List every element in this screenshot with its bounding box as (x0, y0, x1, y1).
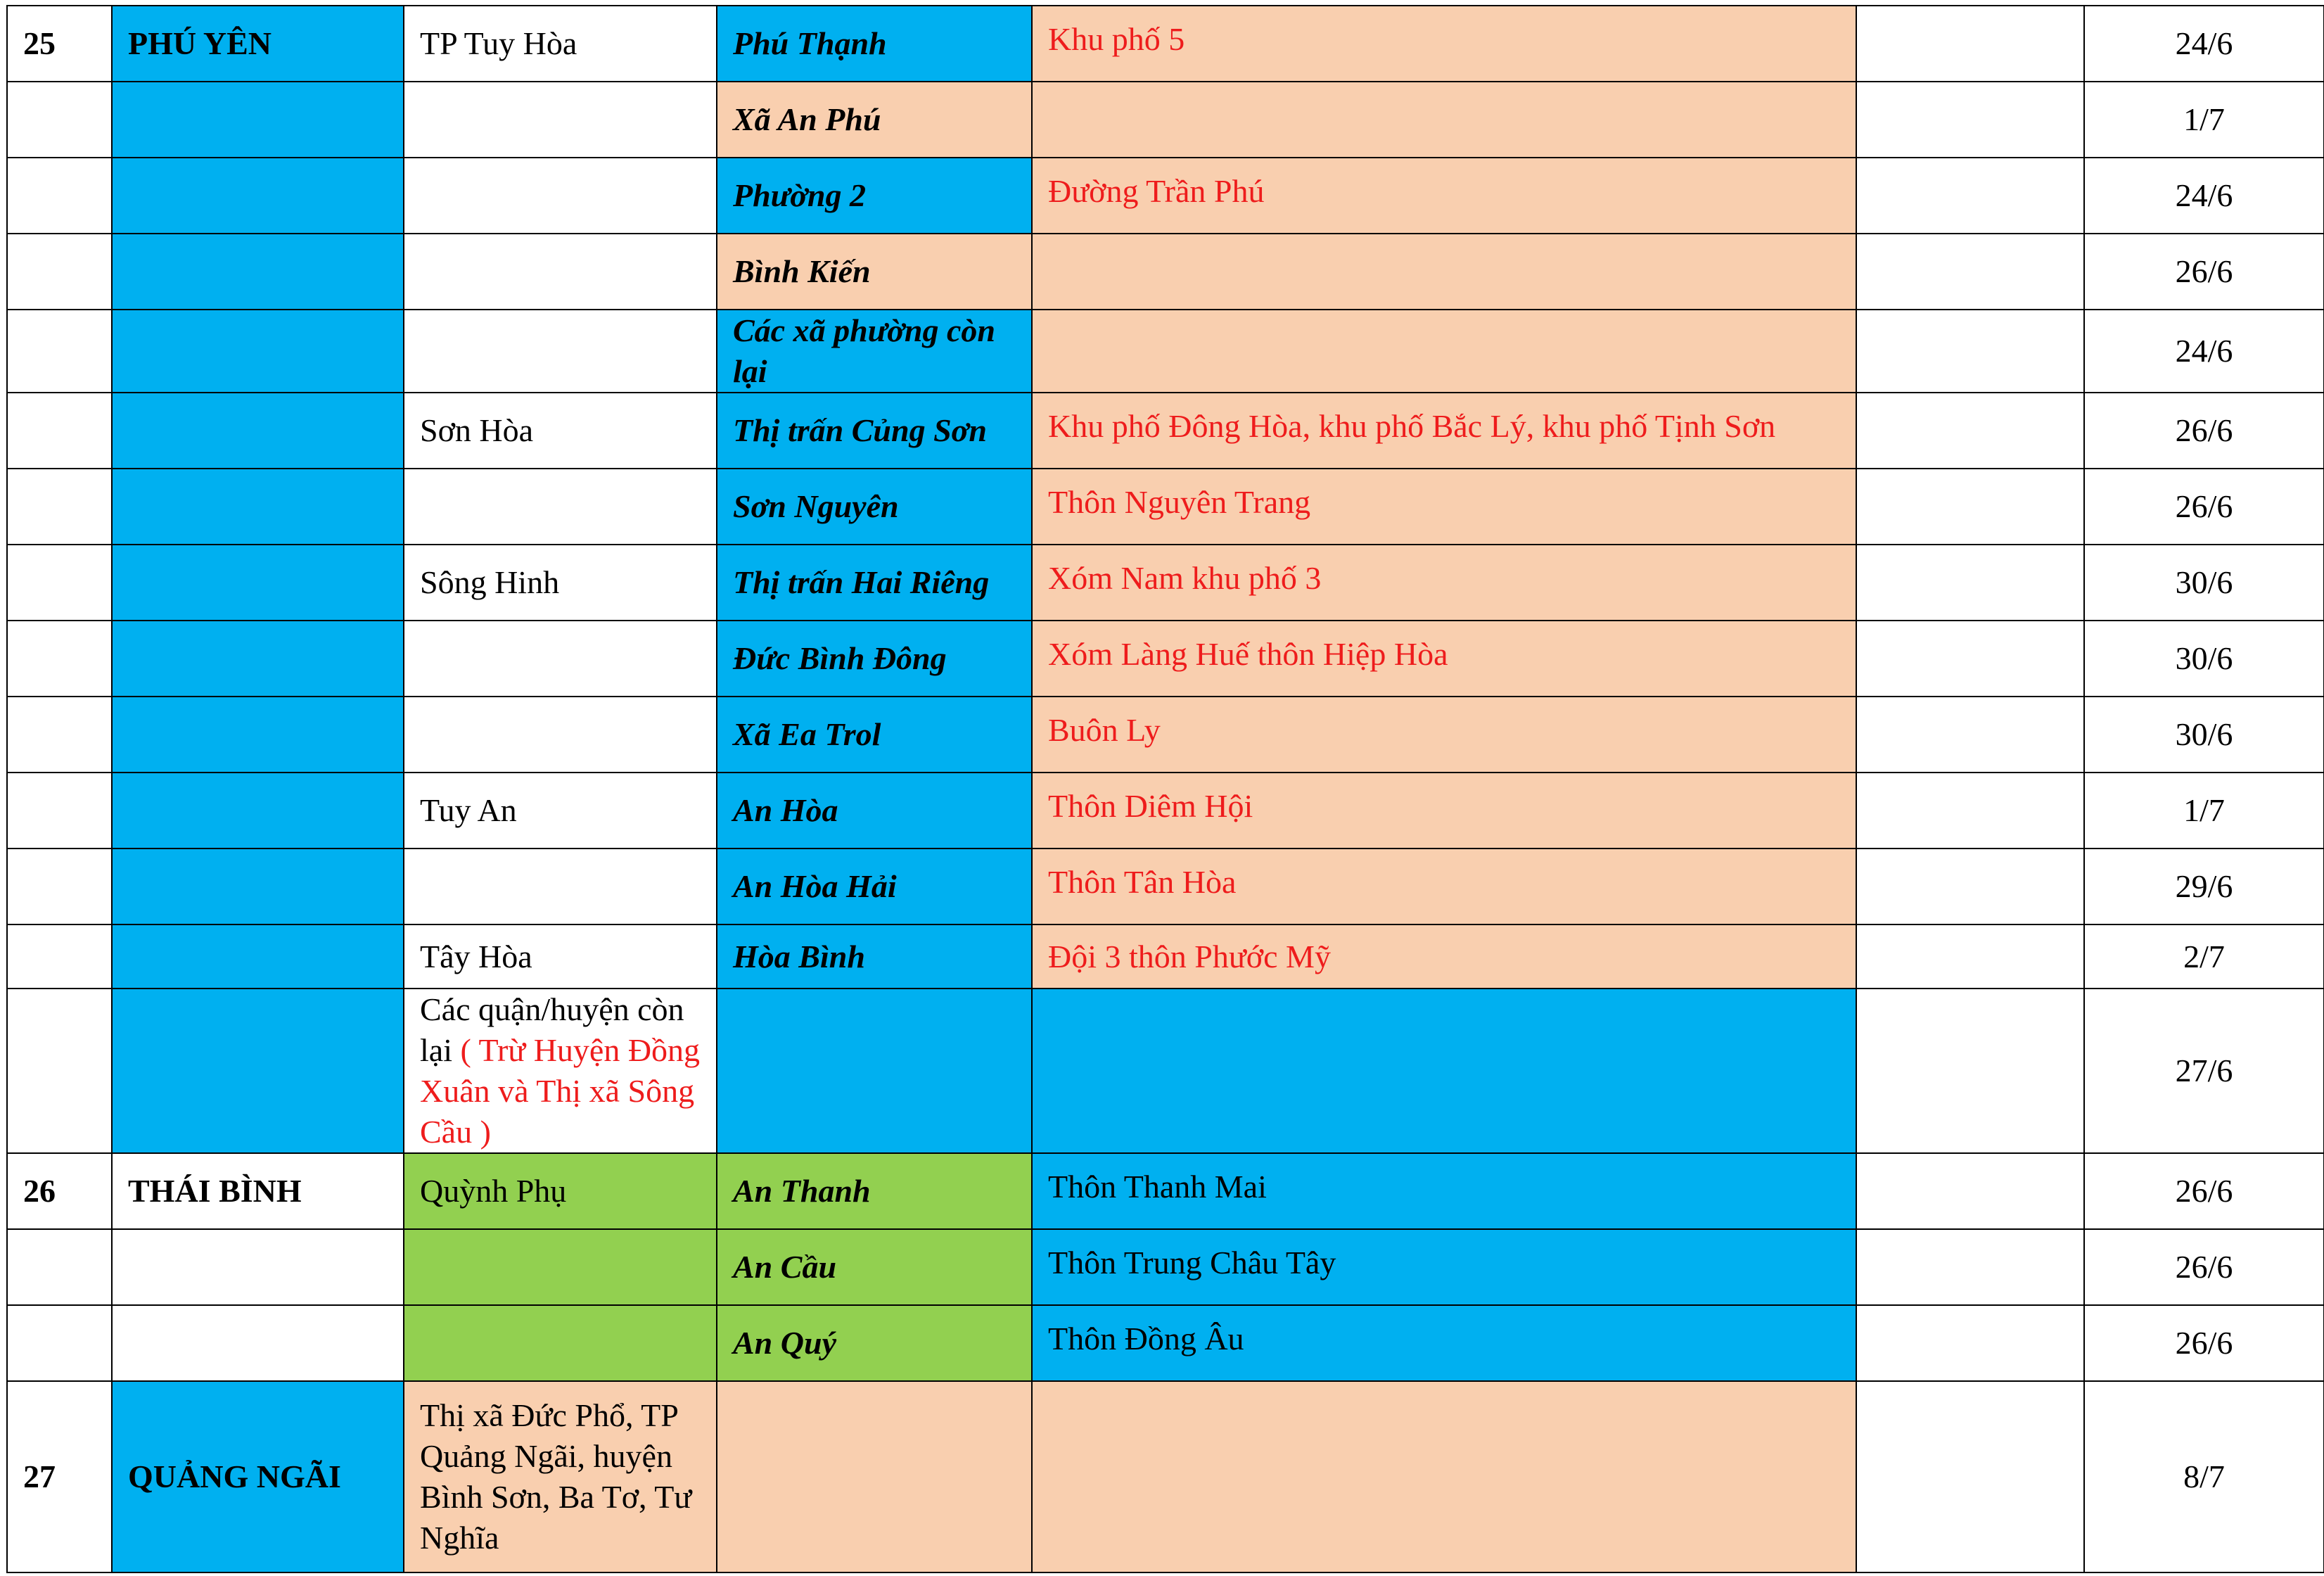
commune-cell (717, 989, 1032, 1153)
stt-cell (7, 234, 112, 310)
date-cell: 26/6 (2084, 1305, 2324, 1381)
stt-cell (7, 989, 112, 1153)
district-cell: TP Tuy Hòa (404, 6, 717, 82)
district-cell (404, 1305, 717, 1381)
date-cell: 26/6 (2084, 469, 2324, 545)
detail-cell: Thôn Đồng Âu (1032, 1305, 1856, 1381)
table-row (7, 6, 2324, 82)
district-cell (404, 469, 717, 545)
stt-cell (7, 621, 112, 697)
district-cell: Quỳnh Phụ (404, 1153, 717, 1229)
date-cell: 30/6 (2084, 697, 2324, 773)
district-cell: Thị xã Đức Phổ, TP Quảng Ngãi, huyện Bình Sơn, Ba Tơ, Tư Nghĩa (404, 1381, 717, 1572)
date-cell: 26/6 (2084, 234, 2324, 310)
district-cell (404, 621, 717, 697)
commune-cell: An Hòa (717, 773, 1032, 849)
stt-cell (7, 697, 112, 773)
province-cell (112, 393, 404, 469)
table-row (7, 621, 2324, 697)
date-cell: 26/6 (2084, 393, 2324, 469)
detail-cell: Buôn Ly (1032, 697, 1856, 773)
district-cell: Sơn Hòa (404, 393, 717, 469)
detail-cell: Xóm Làng Huế thôn Hiệp Hòa (1032, 621, 1856, 697)
district-cell (404, 234, 717, 310)
date-cell: 1/7 (2084, 773, 2324, 849)
detail-cell (1032, 1381, 1856, 1572)
district-exclusion-note: ( Trừ Huyện Đồng Xuân và Thị xã Sông Cầu ) (420, 1032, 701, 1150)
stt-cell (7, 1305, 112, 1381)
province-cell (112, 234, 404, 310)
blank-cell (1856, 393, 2084, 469)
province-cell (112, 545, 404, 621)
detail-cell: Thôn Nguyên Trang (1032, 469, 1856, 545)
detail-cell: Khu phố Đông Hòa, khu phố Bắc Lý, khu phố Tịnh Sơn (1032, 393, 1856, 469)
blank-cell (1856, 1229, 2084, 1305)
province-cell (112, 621, 404, 697)
commune-cell: Các xã phường còn lại (717, 310, 1032, 393)
province-cell: THÁI BÌNH (112, 1153, 404, 1229)
commune-cell: An Thanh (717, 1153, 1032, 1229)
blank-cell (1856, 82, 2084, 158)
district-cell (404, 849, 717, 924)
table-row (7, 1381, 2324, 1572)
date-cell: 26/6 (2084, 1229, 2324, 1305)
commune-cell (717, 1381, 1032, 1572)
date-cell: 30/6 (2084, 545, 2324, 621)
blank-cell (1856, 697, 2084, 773)
commune-cell: Phú Thạnh (717, 6, 1032, 82)
stt-cell: 25 (7, 6, 112, 82)
table-row (7, 1229, 2324, 1305)
detail-cell (1032, 234, 1856, 310)
table-row (7, 158, 2324, 234)
province-cell (112, 773, 404, 849)
date-cell: 8/7 (2084, 1381, 2324, 1572)
commune-cell: Xã An Phú (717, 82, 1032, 158)
province-cell (112, 924, 404, 989)
date-cell: 30/6 (2084, 621, 2324, 697)
stt-cell (7, 158, 112, 234)
commune-cell: Thị trấn Củng Sơn (717, 393, 1032, 469)
province-cell (112, 1305, 404, 1381)
district-cell (404, 310, 717, 393)
detail-cell (1032, 989, 1856, 1153)
district-cell: Sông Hinh (404, 545, 717, 621)
stt-cell (7, 773, 112, 849)
table-row (7, 1153, 2324, 1229)
blank-cell (1856, 469, 2084, 545)
detail-cell: Thôn Tân Hòa (1032, 849, 1856, 924)
blank-cell (1856, 234, 2084, 310)
stt-cell (7, 393, 112, 469)
table-row (7, 310, 2324, 393)
province-cell (112, 849, 404, 924)
table-row (7, 1305, 2324, 1381)
district-cell (404, 82, 717, 158)
detail-cell: Thôn Diêm Hội (1032, 773, 1856, 849)
province-cell (112, 310, 404, 393)
commune-cell: Xã Ea Trol (717, 697, 1032, 773)
detail-cell: Khu phố 5 (1032, 6, 1856, 82)
commune-cell: Thị trấn Hai Riêng (717, 545, 1032, 621)
date-cell: 24/6 (2084, 158, 2324, 234)
province-cell (112, 697, 404, 773)
blank-cell (1856, 545, 2084, 621)
blank-cell (1856, 1381, 2084, 1572)
stt-cell (7, 469, 112, 545)
outbreak-schedule-table (6, 5, 2324, 1573)
date-cell: 2/7 (2084, 924, 2324, 989)
district-cell: Tuy An (404, 773, 717, 849)
blank-cell (1856, 6, 2084, 82)
date-cell: 27/6 (2084, 989, 2324, 1153)
stt-cell (7, 849, 112, 924)
stt-cell (7, 82, 112, 158)
table-row (7, 697, 2324, 773)
blank-cell (1856, 621, 2084, 697)
date-cell: 24/6 (2084, 6, 2324, 82)
date-cell: 26/6 (2084, 1153, 2324, 1229)
table-row (7, 393, 2324, 469)
stt-cell (7, 545, 112, 621)
province-cell: QUẢNG NGÃI (112, 1381, 404, 1572)
blank-cell (1856, 849, 2084, 924)
table-row (7, 989, 2324, 1153)
province-cell: PHÚ YÊN (112, 6, 404, 82)
district-cell (404, 697, 717, 773)
detail-cell: Thôn Thanh Mai (1032, 1153, 1856, 1229)
province-cell (112, 469, 404, 545)
blank-cell (1856, 158, 2084, 234)
detail-cell (1032, 82, 1856, 158)
blank-cell (1856, 924, 2084, 989)
blank-cell (1856, 773, 2084, 849)
commune-cell: An Cầu (717, 1229, 1032, 1305)
date-cell: 29/6 (2084, 849, 2324, 924)
district-label: Các quận/huyện còn lại (420, 991, 684, 1068)
commune-cell: Phường 2 (717, 158, 1032, 234)
district-cell (404, 989, 717, 1153)
commune-cell: Bình Kiến (717, 234, 1032, 310)
table-row (7, 469, 2324, 545)
detail-cell: Đội 3 thôn Phước Mỹ (1032, 924, 1856, 989)
stt-cell (7, 1229, 112, 1305)
date-cell: 1/7 (2084, 82, 2324, 158)
table-row (7, 545, 2324, 621)
blank-cell (1856, 1153, 2084, 1229)
table-row (7, 82, 2324, 158)
stt-cell: 27 (7, 1381, 112, 1572)
detail-cell: Đường Trần Phú (1032, 158, 1856, 234)
table-row (7, 234, 2324, 310)
blank-cell (1856, 989, 2084, 1153)
detail-cell: Xóm Nam khu phố 3 (1032, 545, 1856, 621)
blank-cell (1856, 310, 2084, 393)
detail-cell (1032, 310, 1856, 393)
stt-cell: 26 (7, 1153, 112, 1229)
district-cell (404, 1229, 717, 1305)
detail-cell: Thôn Trung Châu Tây (1032, 1229, 1856, 1305)
commune-cell: An Hòa Hải (717, 849, 1032, 924)
commune-cell: Hòa Bình (717, 924, 1032, 989)
stt-cell (7, 310, 112, 393)
district-cell: Tây Hòa (404, 924, 717, 989)
commune-cell: Sơn Nguyên (717, 469, 1032, 545)
province-cell (112, 989, 404, 1153)
table-row (7, 924, 2324, 989)
commune-cell: Đức Bình Đông (717, 621, 1032, 697)
blank-cell (1856, 1305, 2084, 1381)
date-cell: 24/6 (2084, 310, 2324, 393)
stt-cell (7, 924, 112, 989)
province-cell (112, 1229, 404, 1305)
commune-cell: An Quý (717, 1305, 1032, 1381)
table-row (7, 773, 2324, 849)
table-row (7, 849, 2324, 924)
province-cell (112, 82, 404, 158)
province-cell (112, 158, 404, 234)
district-cell (404, 158, 717, 234)
